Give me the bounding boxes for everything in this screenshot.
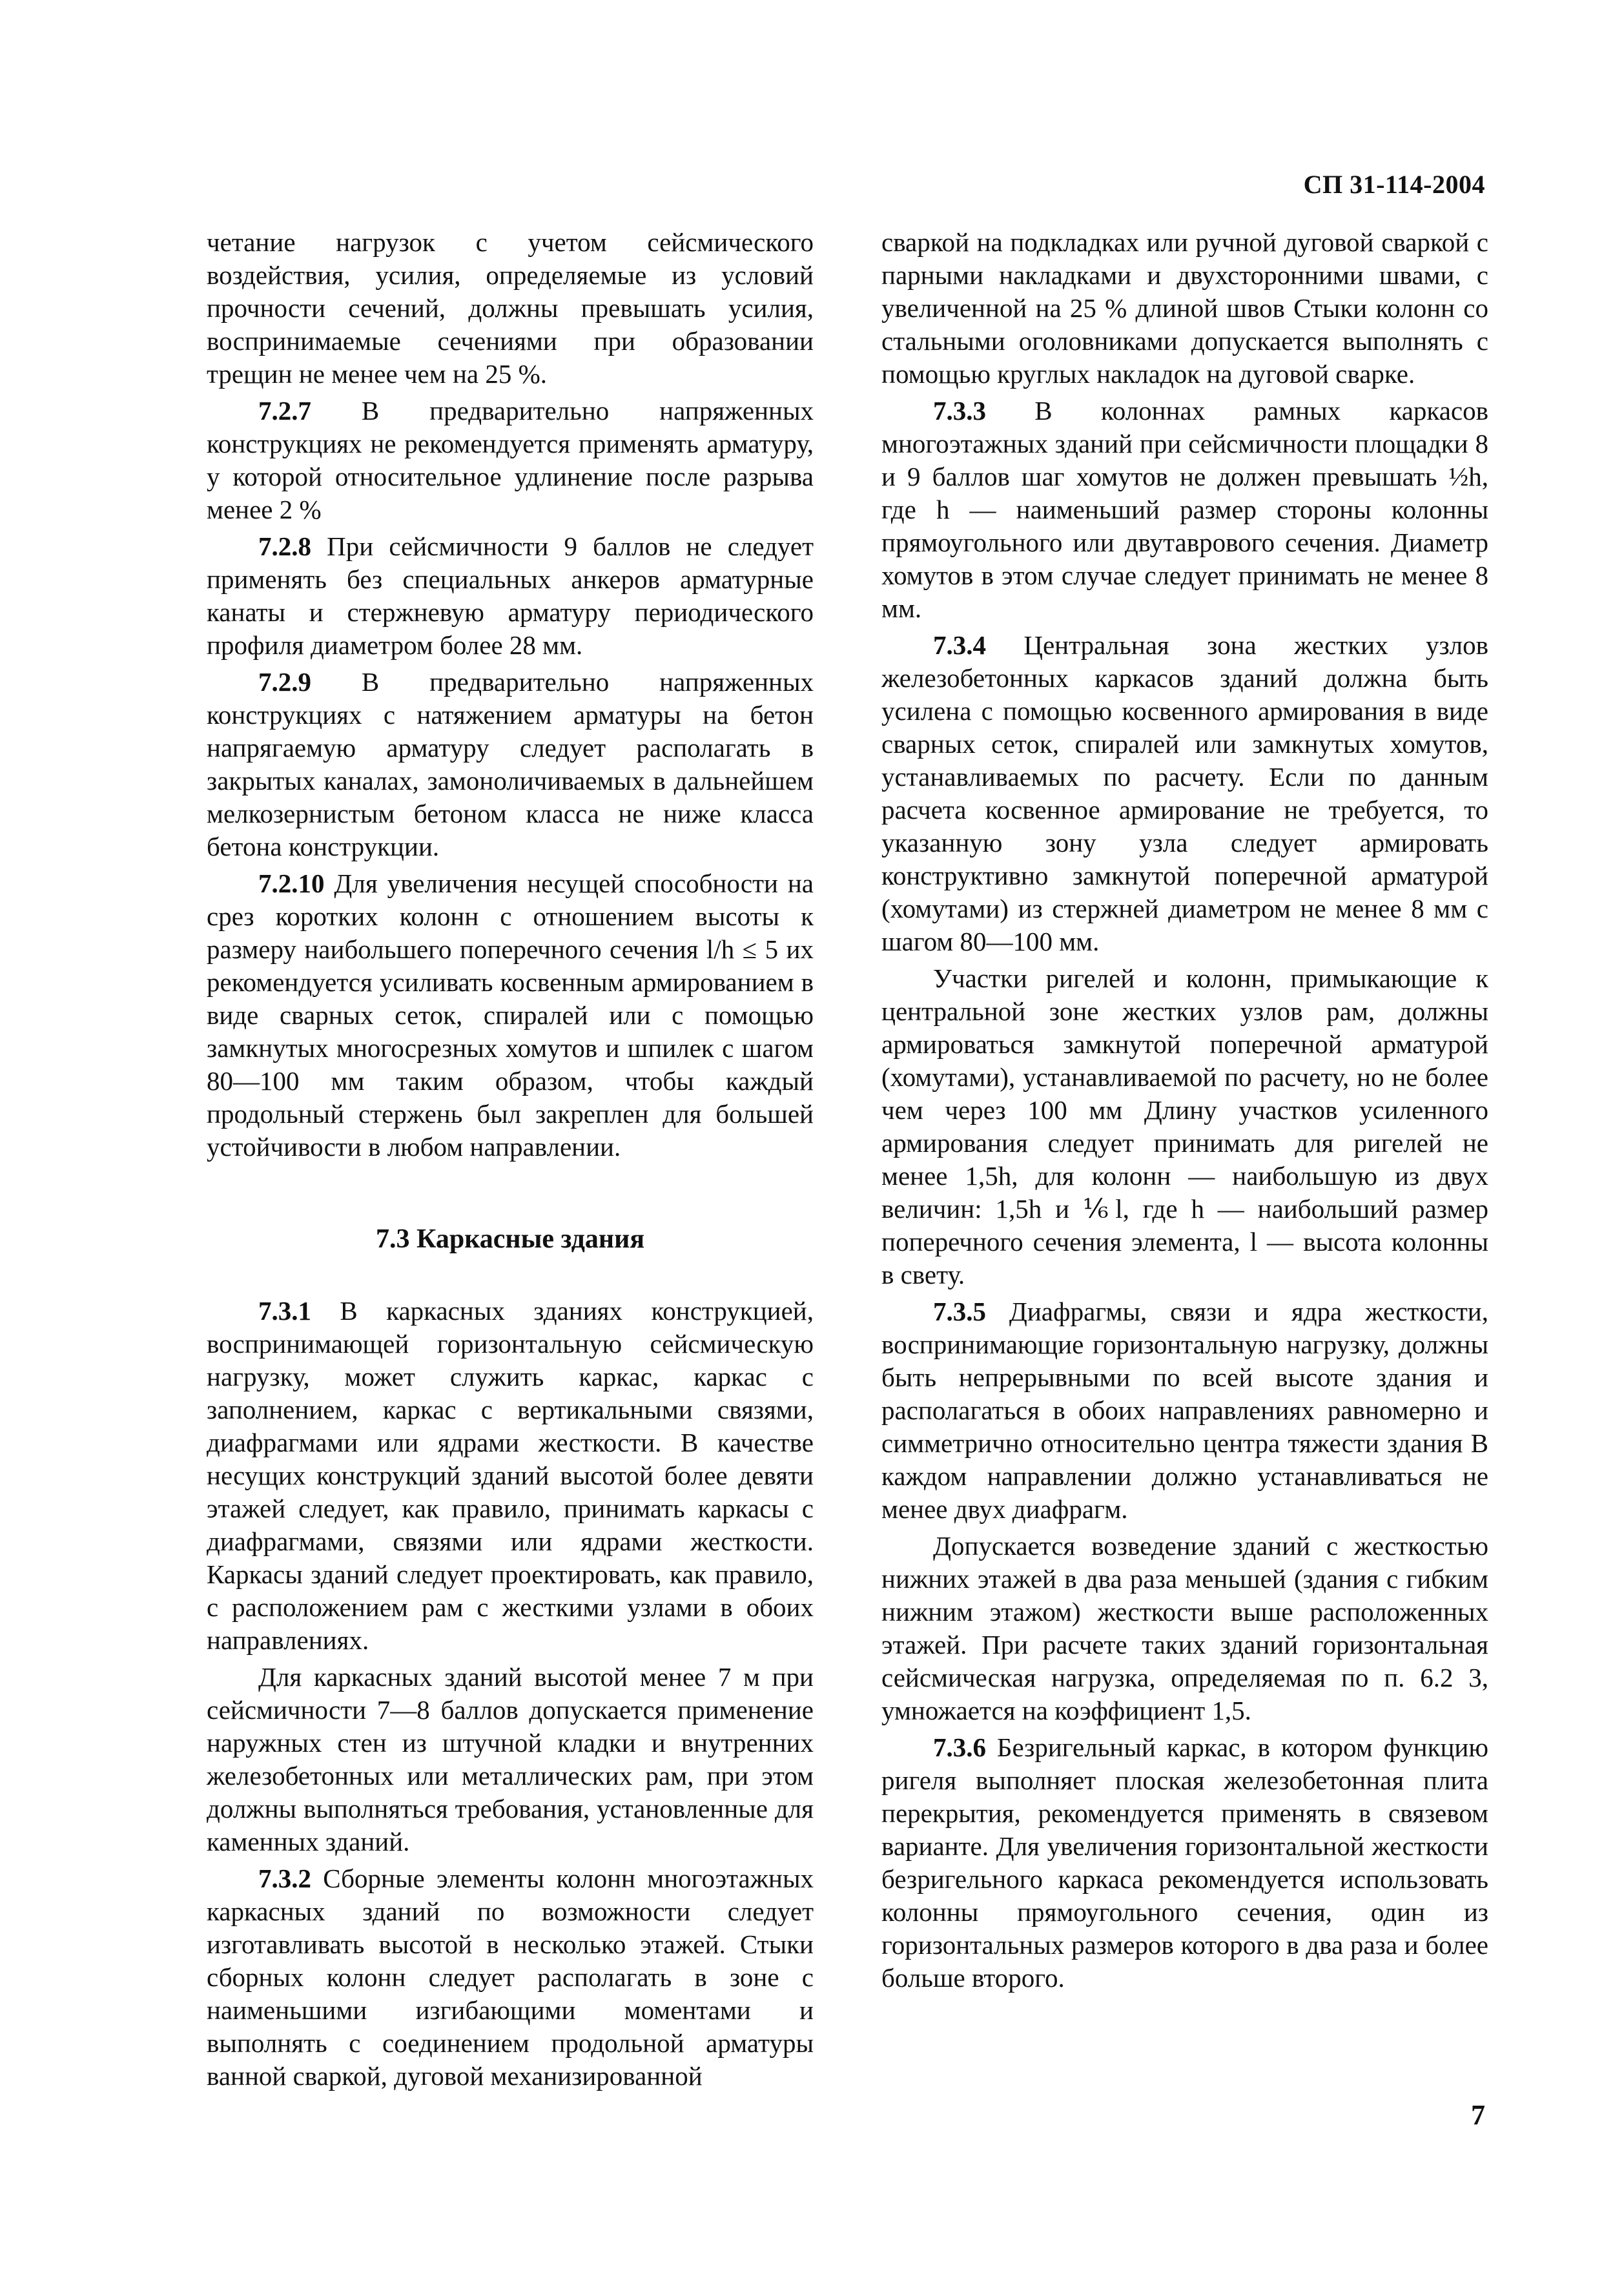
paragraph: сваркой на подкладках или ручной дуговой сваркой с парными накладками и двухсторонними швами, с увеличенной на 25 % длиной швов Стыки колонн со стальными оголовниками допускается выполнять с помощью круглых накладок на дуговой сварке. bbox=[881, 227, 1488, 389]
clause-number: 7.3.6 bbox=[933, 1732, 986, 1762]
clause-7-3-6 bbox=[881, 1731, 1488, 1995]
clause-number: 7.3.2 bbox=[258, 1864, 311, 1893]
clause-number: 7.3.5 bbox=[933, 1297, 986, 1326]
clause-text: Сборные элементы колонн многоэтажных каркасных зданий по возможности следует изготавливать высотой в несколько этажей. Стыки сборных колонн следует располагать в зоне с наименьшими изгибающими моментами и выполнять с соединением продольной арматуры ванной сваркой, дуговой механизированной bbox=[207, 1864, 814, 2091]
page-number: 7 bbox=[1471, 2099, 1485, 2131]
clause-7-2-7 bbox=[207, 395, 814, 526]
clause-7-3-5 bbox=[881, 1295, 1488, 1526]
clause-number: 7.2.8 bbox=[258, 531, 311, 561]
clause-text: При сейсмичности 9 баллов не следует применять без специальных анкеров арматурные канаты и стержневую арматуру периодического профиля диаметром более 28 мм. bbox=[207, 531, 814, 660]
clause-7-3-4 bbox=[881, 629, 1488, 958]
clause-number: 7.3.1 bbox=[258, 1296, 311, 1326]
right-column bbox=[881, 226, 1488, 1998]
clause-number: 7.3.4 bbox=[933, 630, 986, 660]
clause-7-3-3 bbox=[881, 395, 1488, 625]
section-heading: 7.3 Каркасные здания bbox=[375, 1224, 645, 1254]
clause-number: 7.3.3 bbox=[933, 396, 986, 426]
clause-7-2-9 bbox=[207, 666, 814, 863]
clause-text: Диафрагмы, связи и ядра жесткости, воспринимающие горизонтальную нагрузку, должны быть непрерывными по всей высоте здания и располагаться в обоих направлениях равномерно и симметрично относительно центра тяжести здания В каждом направлении должно устанавливаться не менее двух диафрагм. bbox=[881, 1297, 1488, 1524]
clause-text: В предварительно напряженных конструкциях не рекомендуется применять арматуру, у которой относительное удлинение после разрыва менее 2 % bbox=[207, 396, 814, 524]
clause-text: В колоннах рамных каркасов многоэтажных зданий при сейсмичности площадки 8 и 9 баллов шаг хомутов не должен превышать ½h, где h — наименьший размер стороны колонны прямоугольного или двутаврового сечения. Диаметр хомутов в этом случае следует принимать не менее 8 мм. bbox=[881, 396, 1488, 623]
document-code: СП 31-114-2004 bbox=[1303, 170, 1485, 199]
paragraph: Участки ригелей и колонн, примыкающие к центральной зоне жестких узлов рам, должны армироваться замкнутой поперечной арматурой (хомутами), устанавливаемой по расчету, но не более чем через 100 мм Длину участков усиленного армирования следует принимать для ригелей не менее 1,5h, для колонн — наибольшую из двух величин: 1,5h и ⅙l, где h — наибольший размер поперечного сечения элемента, l — высота колонны в свету. bbox=[881, 963, 1488, 1289]
clause-text: В предварительно напряженных конструкциях с натяжением арматуры на бетон напрягаемую арматуру следует располагать в закрытых каналах, замоноличиваемых в дальнейшем мелкозернистым бетоном класса не ниже класса бетона конструкции. bbox=[207, 667, 814, 861]
clause-number: 7.2.10 bbox=[258, 868, 325, 898]
clause-text: Для увеличения несущей способности на срез коротких колонн с отношением высоты к размеру наибольшего поперечного сечения l/h ≤ 5 их рекомендуется усиливать косвенным армированием в виде сварных сеток, спиралей или с помощью замкнутых многосрезных хомутов и шпилек с шагом 80—100 мм таким образом, чтобы каждый продольный стержень был закреплен для большей устойчивости в любом направлении. bbox=[207, 868, 814, 1162]
clause-text: Центральная зона жестких узлов железобетонных каркасов зданий должна быть усилена с помощью косвенного армирования в виде сварных сеток, спиралей или замкнутых хомутов, устанавливаемых по расчету. Если по данным расчета косвенное армирование не требуется, то указанную зону узла следует армировать конструктивно замкнутой поперечной арматурой (хомутами) из стержней диаметром не менее 8 мм с шагом 80—100 мм. bbox=[881, 630, 1488, 956]
clause-7-3-1 bbox=[207, 1295, 814, 1657]
clause-text: Безригельный каркас, в котором функцию ригеля выполняет плоская железобетонная плита перекрытия, рекомендуется применять в связевом варианте. Для увеличения горизонтальной жесткости безригельного каркаса рекомендуется использовать колонны прямоугольного сечения, один из горизонтальных размеров которого в два раза и более больше второго. bbox=[881, 1732, 1488, 1993]
clause-number: 7.2.7 bbox=[258, 396, 311, 426]
clause-7-2-8 bbox=[207, 530, 814, 662]
clause-7-3-2 bbox=[207, 1862, 814, 2093]
left-column bbox=[207, 226, 814, 2097]
paragraph: Допускается возведение зданий с жесткостью нижних этажей в два раза меньшей (здания с гибким нижним этажом) жесткости выше расположенных этажей. При расчете таких зданий горизонтальная сейсмическая нагрузка, определяемая по п. 6.2 3, умножается на коэффициент 1,5. bbox=[881, 1531, 1488, 1725]
paragraph: Для каркасных зданий высотой менее 7 м при сейсмичности 7—8 баллов допускается применение наружных стен из штучной кладки и внутренних железобетонных или металлических рам, при этом должны выполняться требования, установленные для каменных зданий. bbox=[207, 1662, 814, 1856]
clause-7-2-10 bbox=[207, 867, 814, 1164]
paragraph: четание нагрузок с учетом сейсмического воздействия, усилия, определяемые из условий прочности сечений, должны превышать усилия, воспринимаемые сечениями при образовании трещин не менее чем на 25 %. bbox=[207, 227, 814, 389]
clause-number: 7.2.9 bbox=[258, 667, 311, 697]
clause-text: В каркасных зданиях конструкцией, воспринимающей горизонтальную сейсмическую нагрузку, может служить каркас, каркас с заполнением, каркас с вертикальными связями, диафрагмами или ядрами жесткости. В качестве несущих конструкций зданий высотой более девяти этажей следует, как правило, принимать каркасы с диафрагмами, связями или ядрами жесткости. Каркасы зданий следует проектировать, как правило, с расположением рам с жесткими узлами в обоих направлениях. bbox=[207, 1296, 814, 1655]
